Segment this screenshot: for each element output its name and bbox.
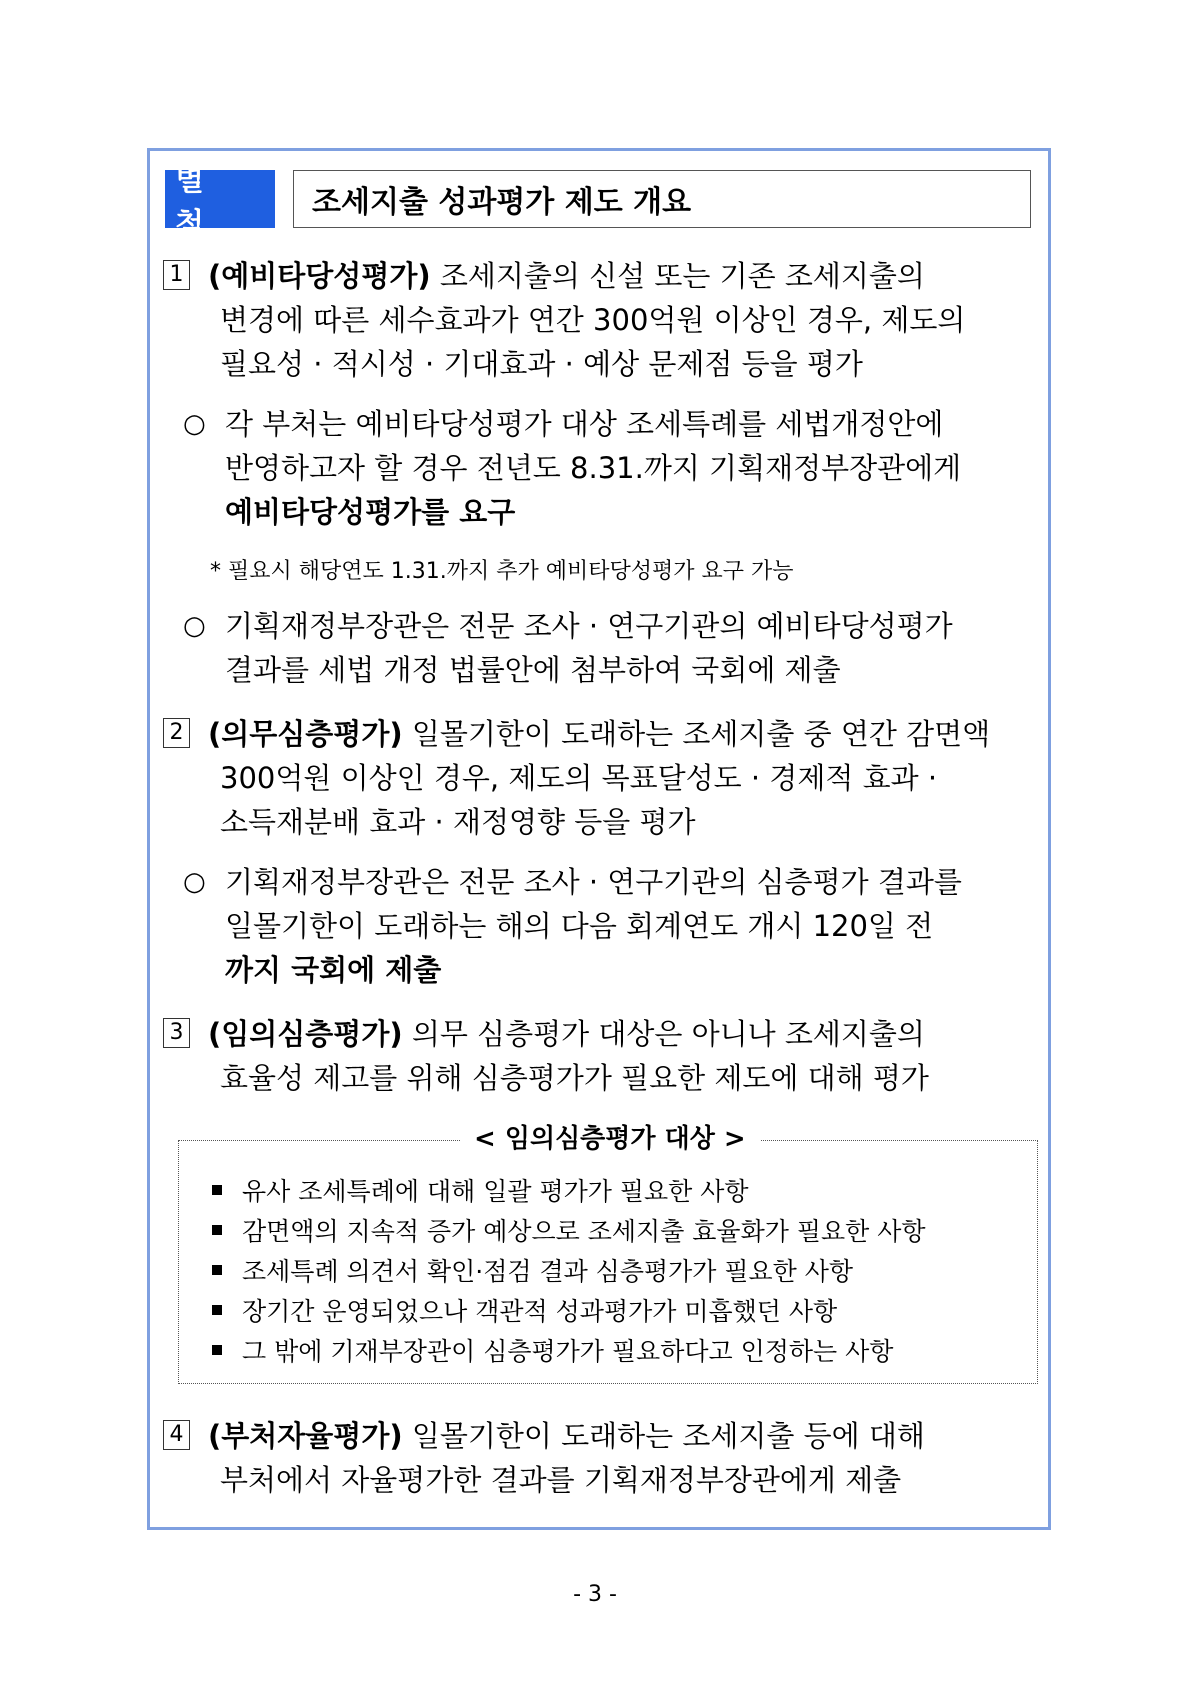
box-list-item: 그 밖에 기재부장관이 심층평가가 필요하다고 인정하는 사항 — [212, 1332, 893, 1368]
section-line: 소득재분배 효과 · 재정영향 등을 평가 — [220, 805, 696, 839]
box-list-item: 조세특례 의견서 확인·점검 결과 심층평가가 필요한 사항 — [212, 1252, 853, 1288]
section-line: (부처자율평가) 일몰기한이 도래하는 조세지출 등에 대해 — [208, 1419, 925, 1453]
circle-bullet-icon: ○ — [183, 409, 206, 439]
section-number: 1 — [163, 260, 190, 290]
attachment-badge: 별 첨 — [165, 170, 275, 228]
bullet-line: 까지 국회에 제출 — [225, 953, 442, 987]
section-line: 효율성 제고를 위해 심층평가가 필요한 제도에 대해 평가 — [220, 1061, 929, 1095]
section-number: 4 — [163, 1420, 190, 1450]
section-line: (예비타당성평가) 조세지출의 신설 또는 기존 조세지출의 — [208, 259, 925, 293]
square-bullet-icon — [212, 1305, 222, 1315]
bullet-line: 각 부처는 예비타당성평가 대상 조세특례를 세법개정안에 — [225, 407, 944, 441]
bullet-line: 반영하고자 할 경우 전년도 8.31.까지 기획재정부장관에게 — [225, 451, 962, 485]
bullet-line: 기획재정부장관은 전문 조사 · 연구기관의 심층평가 결과를 — [225, 865, 962, 899]
bullet-line: 기획재정부장관은 전문 조사 · 연구기관의 예비타당성평가 — [225, 609, 953, 643]
circle-bullet-icon: ○ — [183, 611, 206, 641]
page-number: - 3 - — [573, 1582, 617, 1607]
section-line: 필요성 · 적시성 · 기대효과 · 예상 문제점 등을 평가 — [220, 347, 863, 381]
section-line: 변경에 따른 세수효과가 연간 300억원 이상인 경우, 제도의 — [220, 303, 966, 337]
square-bullet-icon — [212, 1345, 222, 1355]
square-bullet-icon — [212, 1225, 222, 1235]
bullet-line: 예비타당성평가를 요구 — [225, 495, 516, 529]
section-line: (의무심층평가) 일몰기한이 도래하는 조세지출 중 연간 감면액 — [208, 717, 991, 751]
bullet-line: 결과를 세법 개정 법률안에 첨부하여 국회에 제출 — [225, 653, 841, 687]
footnote: * 필요시 해당연도 1.31.까지 추가 예비타당성평가 요구 가능 — [210, 559, 794, 584]
square-bullet-icon — [212, 1185, 222, 1195]
section-line: 부처에서 자율평가한 결과를 기획재정부장관에게 제출 — [220, 1463, 902, 1497]
section-number: 3 — [163, 1018, 190, 1048]
section-line: 300억원 이상인 경우, 제도의 목표달성도 · 경제적 효과 · — [220, 761, 938, 795]
box-title: < 임의심층평가 대상 > — [460, 1118, 760, 1155]
page-title: 조세지출 성과평가 제도 개요 — [293, 170, 1031, 228]
box-list-item: 유사 조세특례에 대해 일괄 평가가 필요한 사항 — [212, 1172, 749, 1208]
bullet-line: 일몰기한이 도래하는 해의 다음 회계연도 개시 120일 전 — [225, 909, 934, 943]
circle-bullet-icon: ○ — [183, 867, 206, 897]
section-number: 2 — [163, 718, 190, 748]
box-list-item: 감면액의 지속적 증가 예상으로 조세지출 효율화가 필요한 사항 — [212, 1212, 926, 1248]
section-line: (임의심층평가) 의무 심층평가 대상은 아니나 조세지출의 — [208, 1017, 925, 1051]
box-list-item: 장기간 운영되었으나 객관적 성과평가가 미흡했던 사항 — [212, 1292, 837, 1328]
square-bullet-icon — [212, 1265, 222, 1275]
